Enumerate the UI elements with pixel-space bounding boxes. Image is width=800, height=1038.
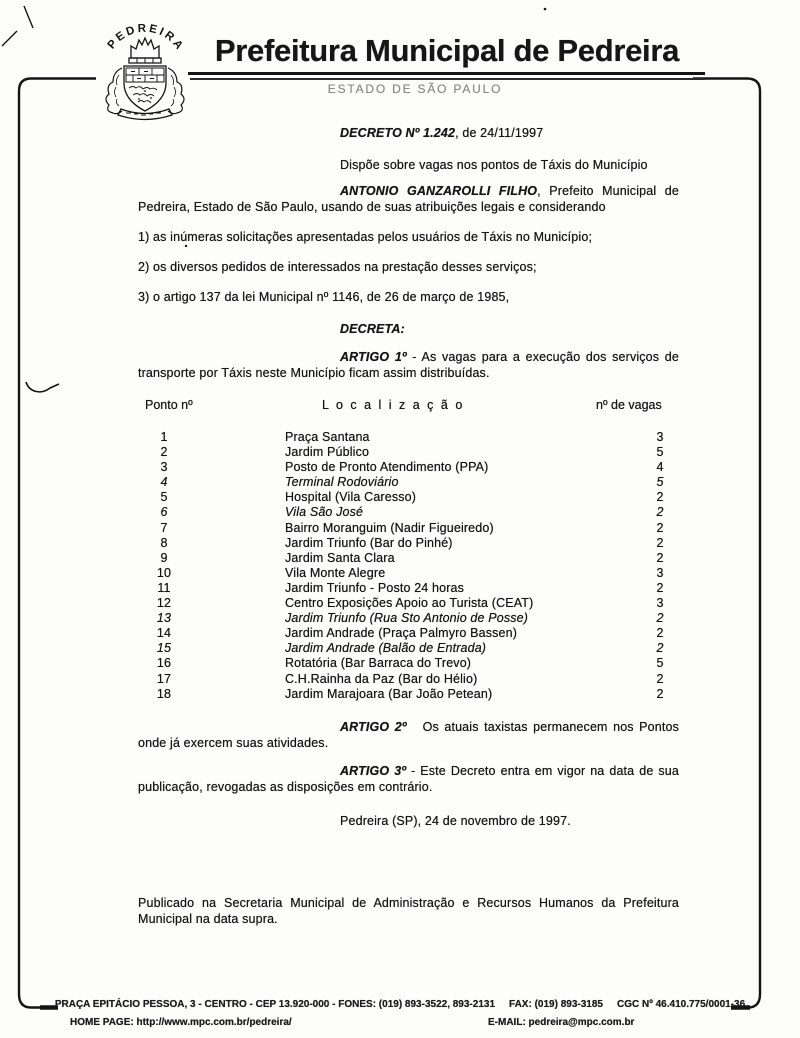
local-cell: Terminal Rodoviário xyxy=(285,475,399,490)
preamble-text: , Prefeito Municipal de Pedreira, Estado de São Paulo, usando de suas atribuições legais e considerando xyxy=(138,184,679,214)
vagas-cell: 3 xyxy=(656,565,664,580)
vagas-cell: 2 xyxy=(656,611,664,626)
local-cell: Jardim Triunfo - Posto 24 horas xyxy=(285,580,465,595)
artigo-1-paragraph xyxy=(138,350,679,381)
ponto-cell: 4 xyxy=(160,475,168,490)
vagas-cell: 5 xyxy=(656,445,664,460)
table-row xyxy=(138,521,679,536)
ponto-cell: 1 xyxy=(160,430,168,444)
ponto-cell: 10 xyxy=(156,565,172,580)
table-row xyxy=(138,581,679,596)
table-row xyxy=(138,687,679,702)
coat-of-arms xyxy=(95,13,195,121)
artigo-3-label: ARTIGO 3º xyxy=(340,764,407,778)
table-row xyxy=(138,445,679,460)
date-place-line: Pedreira (SP), 24 de novembro de 1997. xyxy=(340,814,571,828)
vagas-cell: 2 xyxy=(656,490,664,505)
ponto-cell: 13 xyxy=(156,611,172,626)
local-cell: Jardim Público xyxy=(285,445,370,460)
vagas-cell: 3 xyxy=(656,430,664,444)
artigo-2-text: Os atuais taxistas permanecem nos Pontos onde já exercem suas atividades. xyxy=(138,720,679,750)
local-cell: Jardim Santa Clara xyxy=(285,550,395,565)
vagas-cell: 2 xyxy=(656,505,664,520)
vagas-cell: 4 xyxy=(656,460,664,475)
publication-note: Publicado na Secretaria Municipal de Administração e Recursos Humanos da Prefeitura Municipal na data supra. xyxy=(138,896,679,926)
artigo-3-text: - Este Decreto entra em vigor na data de sua publicação, revogadas as disposições em contrário. xyxy=(138,764,679,794)
decree-date: , de 24/11/1997 xyxy=(455,126,544,140)
column-header-ponto: Ponto nº xyxy=(145,398,193,412)
table-row xyxy=(138,596,679,611)
local-cell: Jardim Triunfo (Bar do Pinhé) xyxy=(285,535,453,550)
table-row xyxy=(138,566,679,581)
scan-scratch-mark xyxy=(2,31,17,46)
decree-number-line xyxy=(340,126,543,142)
local-cell: Jardim Andrade (Praça Palmyro Bassen) xyxy=(285,626,518,641)
local-cell: C.H.Rainha da Paz (Bar do Hélio) xyxy=(285,671,478,686)
decreta-heading: DECRETA: xyxy=(340,322,405,336)
ponto-cell: 14 xyxy=(156,626,172,641)
title-underline-secondary xyxy=(190,78,705,80)
ponto-cell: 6 xyxy=(160,505,168,520)
decree-subject: Dispõe sobre vagas nos pontos de Táxis do Município xyxy=(340,158,648,172)
local-cell: Hospital (Vila Caresso) xyxy=(285,490,417,505)
table-row xyxy=(138,626,679,641)
ponto-cell: 18 xyxy=(156,686,172,701)
ponto-cell: 15 xyxy=(156,641,172,656)
local-cell: Posto de Pronto Atendimento (PPA) xyxy=(285,460,489,475)
table-row xyxy=(138,551,679,566)
table-row xyxy=(138,460,679,475)
local-cell: Rotatória (Bar Barraca do Trevo) xyxy=(285,656,472,671)
scan-scratch-mark xyxy=(24,6,33,28)
ponto-cell: 11 xyxy=(157,580,171,595)
table-row xyxy=(138,430,679,445)
vagas-cell: 2 xyxy=(656,535,664,550)
table-row xyxy=(138,505,679,520)
column-header-localizacao: L o c a l i z a ç ã o xyxy=(322,398,464,412)
local-cell: Jardim Andrade (Balão de Entrada) xyxy=(285,641,487,656)
footer-cgc: CGC Nº 46.410.775/0001-36 xyxy=(616,999,746,1010)
vagas-table-body xyxy=(138,430,679,702)
column-header-vagas: nº de vagas xyxy=(596,398,662,412)
artigo-2-paragraph xyxy=(138,720,679,751)
consideration-item-3: 3) o artigo 137 da lei Municipal nº 1146, de 26 de março de 1985, xyxy=(138,290,510,304)
mayor-name: ANTONIO GANZAROLLI FILHO xyxy=(340,184,538,198)
vagas-cell: 2 xyxy=(656,671,664,686)
local-cell: Bairro Moranguim (Nadir Figueiredo) xyxy=(285,520,494,535)
artigo-1-text: - As vagas para a execução dos serviços de transporte por Táxis neste Município ficam assim distribuídas. xyxy=(138,350,679,380)
footer-fax: FAX: (019) 893-3185 xyxy=(509,999,603,1010)
local-cell: Praça Santana xyxy=(285,430,370,444)
footer-address-line xyxy=(52,999,748,1010)
vagas-cell: 3 xyxy=(656,596,664,611)
table-row xyxy=(138,611,679,626)
vagas-cell: 2 xyxy=(656,686,664,701)
artigo-3-paragraph xyxy=(138,764,679,795)
footer-homepage: HOME PAGE: http://www.mpc.com.br/pedreira/ xyxy=(70,1017,292,1028)
table-row xyxy=(138,672,679,687)
vagas-cell: 2 xyxy=(656,550,664,565)
local-cell: Jardim Marajoara (Bar João Petean) xyxy=(285,686,493,701)
vagas-cell: 2 xyxy=(656,520,664,535)
table-row xyxy=(138,641,679,656)
masthead-title: Prefeitura Municipal de Pedreira xyxy=(214,33,680,68)
footer-email: E-MAIL: pedreira@mpc.com.br xyxy=(488,1017,635,1028)
ponto-cell: 7 xyxy=(160,520,168,535)
local-cell: Jardim Triunfo (Rua Sto Antonio de Posse) xyxy=(285,611,529,626)
vagas-cell: 5 xyxy=(656,475,664,490)
crest-top-text: PEDREIRA xyxy=(105,22,187,54)
local-cell: Centro Exposições Apoio ao Turista (CEAT) xyxy=(285,596,534,611)
title-underline xyxy=(188,72,705,75)
table-row xyxy=(138,490,679,505)
vagas-cell: 5 xyxy=(656,656,664,671)
ponto-cell: 9 xyxy=(160,550,168,565)
table-row xyxy=(138,475,679,490)
ponto-cell: 3 xyxy=(160,460,168,475)
ponto-cell: 16 xyxy=(156,656,172,671)
svg-text:PEDREIRA xyxy=(106,23,187,54)
local-cell: Vila Monte Alegre xyxy=(285,565,386,580)
ponto-cell: 2 xyxy=(160,445,168,460)
table-row xyxy=(138,536,679,551)
masthead-subtitle: ESTADO DE SÃO PAULO xyxy=(327,82,503,96)
artigo-2-label: ARTIGO 2º xyxy=(340,720,407,734)
footer-address: PRAÇA EPITÁCIO PESSOA, 3 - CENTRO - CEP 13.920-000 - FONES: (019) 893-3522, 893-2131 xyxy=(54,999,496,1010)
artigo-1-label: ARTIGO 1º xyxy=(340,350,407,364)
margin-squiggle-mark xyxy=(26,382,59,392)
scan-speck xyxy=(544,8,547,11)
consideration-item-1: 1) as inúmeras solicitações apresentadas pelos usuários de Táxis no Município; xyxy=(138,230,593,244)
vagas-cell: 2 xyxy=(656,626,664,641)
preamble-paragraph xyxy=(138,184,679,215)
table-row xyxy=(138,656,679,671)
local-cell: Vila São José xyxy=(285,505,364,520)
decree-number: DECRETO Nº 1.242 xyxy=(340,126,456,140)
ponto-cell: 12 xyxy=(156,596,172,611)
vagas-cell: 2 xyxy=(656,580,664,595)
ponto-cell: 8 xyxy=(160,535,168,550)
vagas-cell: 2 xyxy=(656,641,664,656)
ponto-cell: 5 xyxy=(160,490,168,505)
consideration-item-2: 2) os diversos pedidos de interessados na prestação desses serviços; xyxy=(138,260,537,274)
ponto-cell: 17 xyxy=(156,671,172,686)
